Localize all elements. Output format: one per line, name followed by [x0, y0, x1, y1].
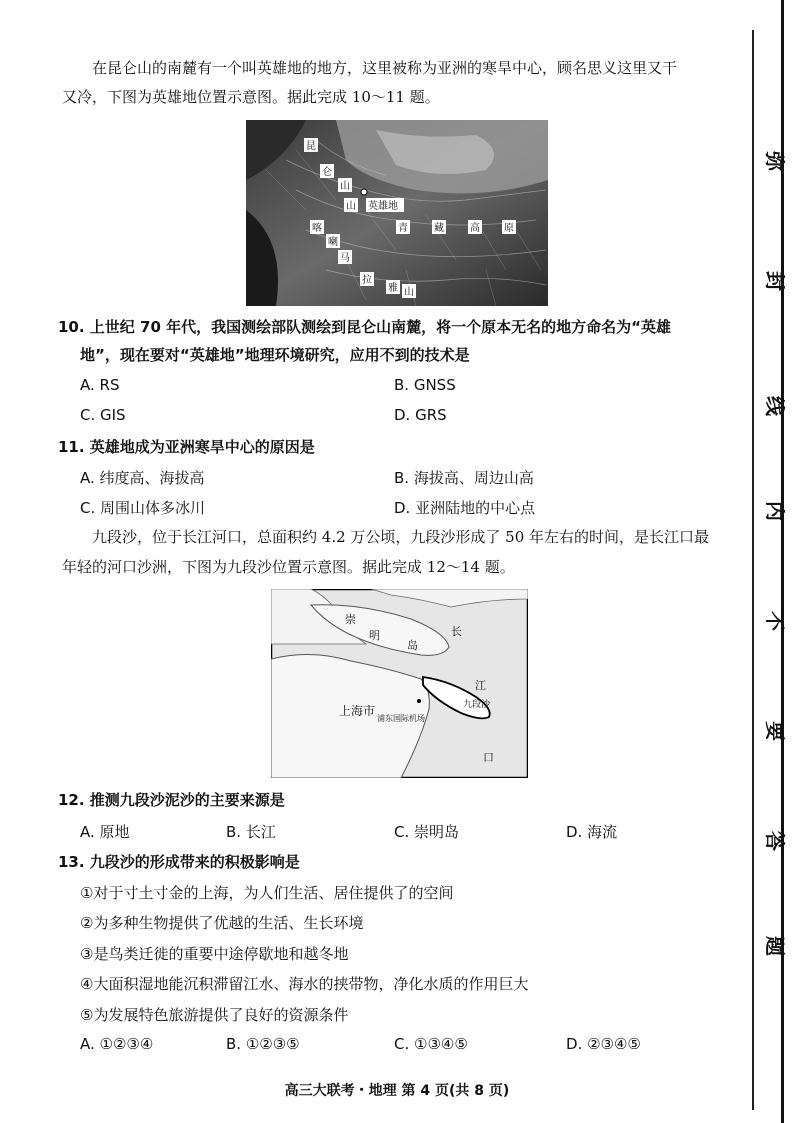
q12-option-c[interactable]: C. 崇明岛 — [394, 823, 460, 841]
q11-option-a[interactable]: A. 纬度高、海拔高 — [80, 469, 205, 487]
q12-option-d[interactable]: D. 海流 — [566, 823, 618, 841]
map2-label-ming: 明 — [369, 629, 380, 642]
q12-stem: 12. 推测九段沙泥沙的主要来源是 — [58, 791, 285, 809]
map2-label-chang: 长 — [451, 625, 462, 638]
q11-stem: 11. 英雄地成为亚洲寒旱中心的原因是 — [58, 438, 315, 456]
map1-label: 青 — [398, 223, 408, 234]
map2-label-pudong-airport: 浦东国际机场 — [377, 714, 425, 723]
q10-stem-line1: 10. 上世纪 70 年代，我国测绘部队测绘到昆仑山南麓，将一个原本无名的地方命名为“英雄 — [58, 318, 671, 336]
q13-stem: 13. 九段沙的形成带来的积极影响是 — [58, 853, 300, 871]
q13-item-1: ①对于寸土寸金的上海，为人们生活、居住提供了的空间 — [80, 884, 454, 902]
map1-label-yingxiongdi: 英雄地 — [368, 201, 398, 212]
map2-label-jiuduansha: 九段沙 — [463, 700, 491, 710]
seal-char: 题 — [763, 936, 787, 956]
jiuduansha-location-map — [271, 589, 528, 778]
q13-option-d[interactable]: D. ②③④⑤ — [566, 1035, 641, 1053]
map1-label: 原 — [504, 223, 514, 234]
q10-option-b[interactable]: B. GNSS — [394, 376, 456, 394]
q11-option-b[interactable]: B. 海拔高、周边山高 — [394, 469, 534, 487]
q13-item-5: ⑤为发展特色旅游提供了良好的资源条件 — [80, 1006, 349, 1024]
q13-item-4: ④大面积湿地能沉积滞留江水、海水的挟带物，净化水质的作用巨大 — [80, 975, 529, 993]
q13-option-b[interactable]: B. ①②③⑤ — [226, 1035, 300, 1053]
map2-label-shanghai: 上海市 — [339, 704, 376, 718]
seal-char: 内 — [763, 501, 787, 521]
q13-item-2: ②为多种生物提供了优越的生活、生长环境 — [80, 914, 364, 932]
map2-label-chong: 崇 — [345, 613, 356, 626]
seal-char: 要 — [763, 721, 787, 741]
q12-option-a[interactable]: A. 原地 — [80, 823, 130, 841]
intro1-line1: 在昆仑山的南麓有一个叫英雄地的地方，这里被称为亚洲的寒旱中心，顾名思义这里又干 — [92, 59, 678, 77]
page-footer: 高三大联考・地理 第 4 页(共 8 页) — [284, 1083, 510, 1099]
map1-label: 喇 — [328, 237, 338, 248]
q12-option-b[interactable]: B. 长江 — [226, 823, 276, 841]
map1-label: 仑 — [322, 167, 332, 178]
map1-label: 雅 — [388, 283, 398, 294]
map1-label: 山 — [404, 287, 414, 298]
map1-label: 山 — [346, 201, 356, 212]
seal-char: 线 — [763, 396, 787, 416]
intro1-line2: 又冷，下图为英雄地位置示意图。据此完成 10～11 题。 — [62, 88, 440, 106]
map1-label: 山 — [340, 181, 350, 192]
q10-option-c[interactable]: C. GIS — [80, 406, 126, 424]
intro2-line2: 年轻的河口沙洲，下图为九段沙位置示意图。据此完成 12～14 题。 — [62, 558, 515, 576]
map1-label: 高 — [470, 223, 480, 234]
map1-label: 藏 — [434, 223, 444, 234]
seal-line-inner — [752, 30, 754, 1110]
q11-option-d[interactable]: D. 亚洲陆地的中心点 — [394, 499, 536, 517]
yingxiongdi-location-map — [246, 120, 548, 306]
seal-char: 不 — [763, 611, 787, 631]
q11-option-c[interactable]: C. 周围山体多冰川 — [80, 499, 206, 517]
q13-option-a[interactable]: A. ①②③④ — [80, 1035, 154, 1053]
q13-item-3: ③是鸟类迁徙的重要中途停歇地和越冬地 — [80, 945, 349, 963]
intro2-line1: 九段沙，位于长江河口，总面积约 4.2 万公顷，九段沙形成了 50 年左右的时间，是长江口最 — [92, 528, 710, 546]
map2-label-jiang: 江 — [475, 679, 486, 692]
q10-stem-line2: 地”，现在要对“英雄地”地理环境研究，应用不到的技术是 — [80, 346, 470, 364]
q10-option-a[interactable]: A. RS — [80, 376, 120, 394]
map1-label: 喀 — [312, 223, 322, 234]
q13-option-c[interactable]: C. ①③④⑤ — [394, 1035, 468, 1053]
map2-label-kou: 口 — [483, 751, 494, 764]
map1-label: 马 — [340, 253, 350, 264]
seal-char: 弥 — [763, 151, 787, 171]
map1-label: 拉 — [362, 275, 372, 286]
q10-option-d[interactable]: D. GRS — [394, 406, 447, 424]
map1-label: 昆 — [306, 141, 316, 152]
seal-char: 答 — [763, 831, 787, 851]
seal-char: 封 — [763, 271, 787, 291]
map2-label-dao: 岛 — [407, 639, 418, 652]
